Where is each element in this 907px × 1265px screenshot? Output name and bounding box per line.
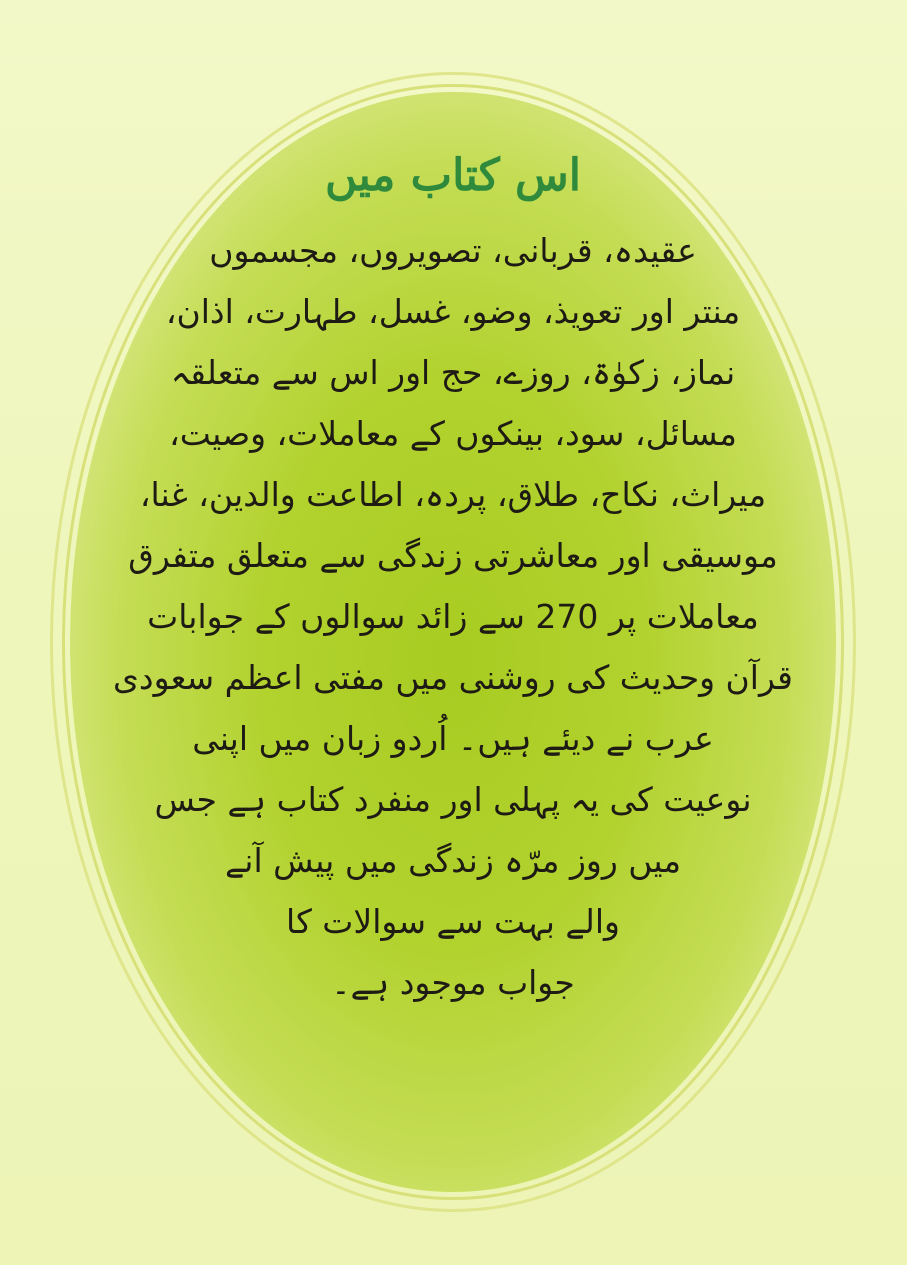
text-line: معاملات پر 270 سے زائد سوالوں کے جوابات xyxy=(147,597,759,636)
text-line: عقیدہ، قربانی، تصویروں، مجسموں xyxy=(209,231,697,270)
text-line: میراث، نکاح، طلاق، پردہ، اطاعت والدین، غنا، xyxy=(139,475,767,514)
text-line: والے بہت سے سوالات کا xyxy=(286,902,620,941)
text-line: جواب موجود ہے۔ xyxy=(331,963,575,1002)
text-line: نوعیت کی یہ پہلی اور منفرد کتاب ہے جس xyxy=(154,780,752,819)
text-line: موسیقی اور معاشرتی زندگی سے متعلق متفرق xyxy=(128,536,778,575)
text-line: عرب نے دیئے ہیں۔ اُردو زبان میں اپنی xyxy=(192,719,714,758)
text-line: مسائل، سود، بینکوں کے معاملات، وصیت، xyxy=(169,414,737,453)
text-line: نماز، زکوٰۃ، روزے، حج اور اس سے متعلقہ xyxy=(170,353,736,392)
text-line: میں روز مرّہ زندگی میں پیش آنے xyxy=(224,841,682,880)
page-title: اس کتاب میں xyxy=(325,150,581,201)
text-block xyxy=(100,140,806,1160)
text-line: منتر اور تعویذ، وضو، غسل، طہارت، اذان، xyxy=(165,292,741,331)
description-lines xyxy=(100,220,806,1013)
text-line: قرآن وحدیث کی روشنی میں مفتی اعظم سعودی xyxy=(113,658,793,697)
